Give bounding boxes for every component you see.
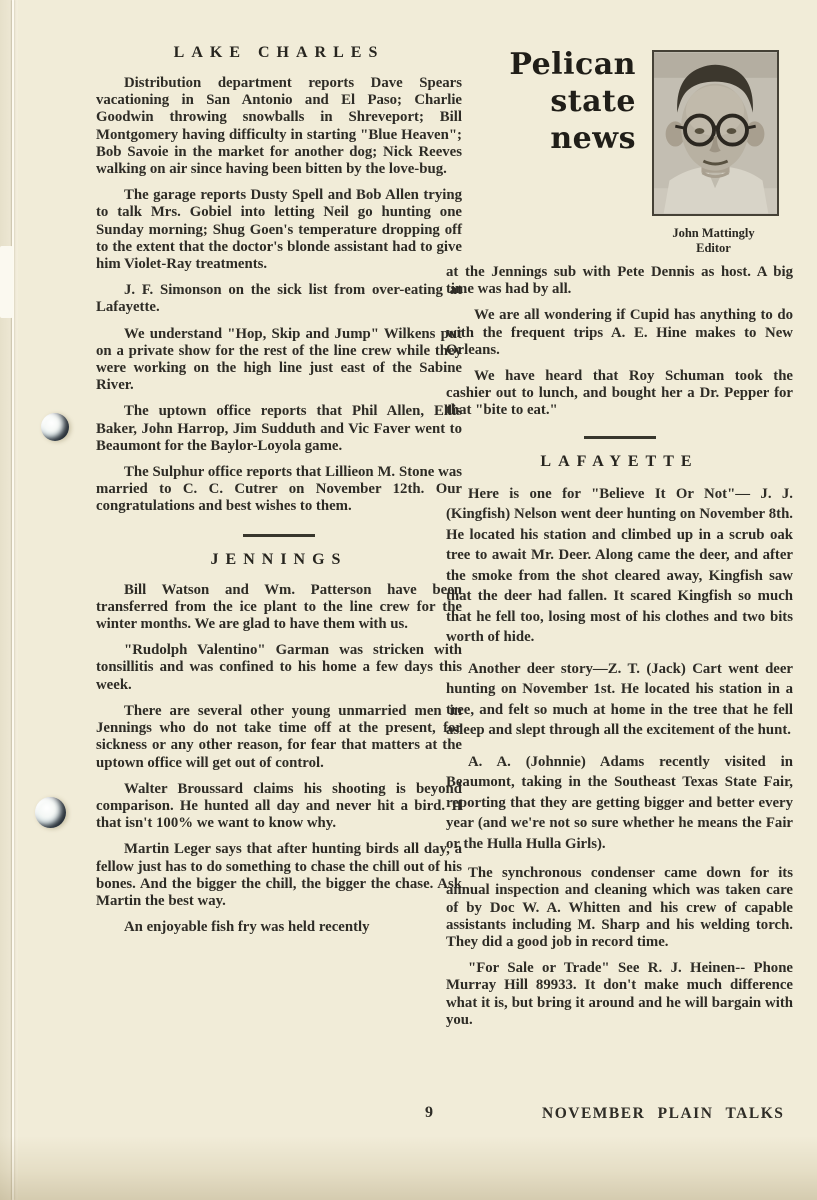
- paragraph: "Rudolph Valentino" Garman was stricken with tonsillitis and was confined to his home a few days this week.: [96, 642, 462, 693]
- masthead-title-line2: state news: [550, 84, 636, 156]
- page-bottom-shadow: [0, 1136, 817, 1200]
- paragraph: The garage reports Dusty Spell and Bob Allen trying to talk Mrs. Gobiel into letting Neil go hunting one Sunday morning; Shug Goen's temperature dropping off to the extent that the doctor's blonde assistant had to give him Violet-Ray treatments.: [96, 187, 462, 273]
- section-heading-lafayette: LAFAYETTE: [540, 452, 699, 470]
- left-column: [96, 44, 462, 945]
- paragraph: "For Sale or Trade" See R. J. Heinen-- Phone Murray Hill 89933. It don't make much difference what it is, but bring it around and he will bargain with you.: [446, 960, 793, 1028]
- paragraph: We are all wondering if Cupid has anything to do with the frequent trips A. E. Hine makes to New Orleans.: [446, 307, 793, 358]
- paragraph: Here is one for "Believe It Or Not"— J. J. (Kingfish) Nelson went deer hunting on November 8th. He located his station and climbed up in a scrub oak tree to await Mr. Deer. Along came the deer, and after the smoke from the shot cleared away, Kingfish saw that the deer had fallen. It scared Kingfish so much that he fell too, losing most of his clothes and two bits worth of hide.: [446, 485, 793, 646]
- paragraph: An enjoyable fish fry was held recently: [124, 919, 370, 936]
- editor-title: Editor: [696, 241, 731, 255]
- paragraph: Distribution department reports Dave Spears vacationing in San Antonio and El Paso; Charlie Goodwin throwing snowballs in Shreveport; Bill Montgomery having difficulty in starting "Blue Heaven"; Bob Savoie in the market for another dog; Nick Reeves walking on air since having been bitten by the love-bug.: [96, 75, 462, 178]
- right-column: [446, 44, 793, 1038]
- masthead: [446, 44, 793, 264]
- paragraph: at the Jennings sub with Pete Dennis as host. A big time was had by all.: [446, 264, 793, 298]
- paragraph: We have heard that Roy Schuman took the cashier out to lunch, and bought her a Dr. Pepper for that "bite to eat.": [446, 368, 793, 419]
- paragraph: There are several other young unmarried men in Jennings who do not take time off at the present, for sickness or any other reason, for fear that matters at the uptown office will get out of control.: [96, 702, 462, 771]
- page-left-edge: [0, 0, 18, 1200]
- page-number: 9: [425, 1104, 433, 1121]
- masthead-title-line1: Pelican: [509, 47, 636, 82]
- paragraph: The synchronous condenser came down for its annual inspection and cleaning which was taken care of by Doc W. A. Whitten and his crew of capable assistants including M. Sharp and his welding torch. They did a good job in record time.: [446, 865, 793, 950]
- editor-name: John Mattingly: [672, 226, 755, 240]
- editor-photo: [652, 50, 779, 216]
- section-divider: [243, 534, 315, 537]
- edge-patch: [0, 246, 13, 318]
- photo-caption: [648, 226, 779, 256]
- paragraph: We understand "Hop, Skip and Jump" Wilkens put on a private show for the rest of the line crew while they were working on the high line just east of the Sabine River.: [96, 325, 462, 394]
- section-heading-lake-charles: LAKE CHARLES: [173, 44, 385, 61]
- paragraph: A. A. (Johnnie) Adams recently visited in Beaumont, taking in the Southeast Texas State Fair, reporting that they are getting bigger and better every year (and we're not so sure whether he means the Fair or the Hulla Hulla Girls).: [446, 753, 793, 852]
- binding-hole-bottom: [35, 797, 66, 828]
- paragraph: J. F. Simonson on the sick list from over-eating at Lafayette.: [96, 282, 462, 316]
- publication-title: NOVEMBER PLAIN TALKS: [542, 1105, 785, 1122]
- paragraph: Bill Watson and Wm. Patterson have been transferred from the ice plant to the line crew for the winter months. We are glad to have them with us.: [96, 581, 462, 633]
- paragraph: The uptown office reports that Phil Allen, Ellis Baker, John Harrop, Jim Sudduth and Vic Faver went to Beaumont for the Baylor-Loyola game.: [96, 403, 462, 454]
- section-divider: [584, 436, 656, 439]
- page-crease: [12, 0, 14, 1200]
- section-heading-jennings: JENNINGS: [210, 550, 348, 568]
- binding-hole-top: [41, 413, 69, 441]
- editor-portrait-illustration: [654, 52, 777, 214]
- paragraph: Martin Leger says that after hunting birds all day, a fellow just has to do something to chase the chill out of his bones. And the bigger the chill, the bigger the chase. Ask Martin the best way.: [96, 841, 462, 909]
- paragraph: Another deer story—Z. T. (Jack) Cart went deer hunting on November 1st. He located his station in a tree, and felt so much at home in the tree that he fell asleep and slept through all the excitement of the hunt.: [446, 660, 793, 739]
- masthead-title: [456, 46, 636, 157]
- paragraph: Walter Broussard claims his shooting is beyond comparison. He hunted all day and never hit a bird. If that isn't 100% we want to know why.: [96, 780, 462, 832]
- paragraph: The Sulphur office reports that Lillieon M. Stone was married to C. C. Cutrer on November 12th. Our congratulations and best wishes to them.: [96, 464, 462, 515]
